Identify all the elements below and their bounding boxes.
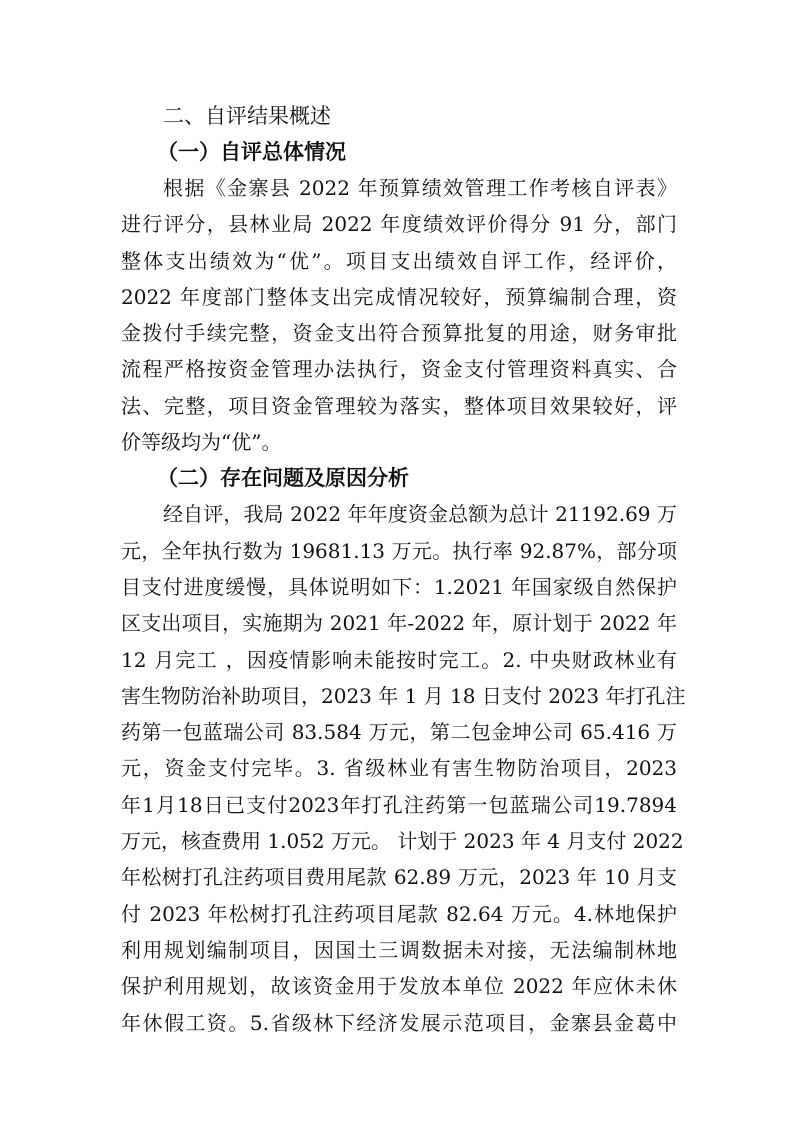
paragraph-line: 保护利用规划，故该资金用于发放本单位 2022 年应休未休 bbox=[121, 974, 677, 999]
paragraph-line: 法、完整，项目资金管理较为落实，整体项目效果较好，评 bbox=[121, 393, 677, 418]
paragraph-line: 12 月完工 ，因疫情影响未能按时完工。2. 中央财政林业有 bbox=[121, 647, 677, 672]
paragraph-line: 元，资金支付完毕。3. 省级林业有害生物防治项目，2023 bbox=[121, 756, 677, 781]
paragraph-overall bbox=[121, 170, 677, 460]
paragraph-line: 元，全年执行数为 19681.13 万元。执行率 92.87%，部分项 bbox=[121, 538, 677, 563]
subsection-heading-issues: （二）存在问题及原因分析 bbox=[157, 466, 409, 491]
paragraph-line: 年松树打孔注药项目费用尾款 62.89 万元，2023 年 10 月支 bbox=[121, 865, 677, 890]
paragraph-line: 根据《金寨县 2022 年预算绩效管理工作考核自评表》 bbox=[163, 176, 677, 200]
paragraph-line: 年1月18日已支付2023年打孔注药第一包蓝瑞公司19.7894 bbox=[121, 792, 677, 817]
section-heading: 二、自评结果概述 bbox=[163, 104, 331, 128]
paragraph-line: 整体支出绩效为“优”。项目支出绩效自评工作，经评价， bbox=[121, 248, 677, 273]
paragraph-line: 进行评分，县林业局 2022 年度绩效评价得分 91 分，部门 bbox=[121, 212, 677, 237]
paragraph-line: 付 2023 年松树打孔注药项目尾款 82.64 万元。4.林地保护 bbox=[121, 901, 677, 926]
paragraph-line: 2022 年度部门整体支出完成情况较好，预算编制合理，资 bbox=[121, 284, 677, 309]
paragraph-line: 流程严格按资金管理办法执行，资金支付管理资料真实、合 bbox=[121, 357, 677, 382]
paragraph-line: 金拨付手续完整，资金支出符合预算批复的用途，财务审批 bbox=[121, 321, 677, 346]
document-body bbox=[121, 98, 686, 1041]
paragraph-line: 经自评，我局 2022 年年度资金总额为总计 21192.69 万 bbox=[163, 502, 677, 527]
paragraph-issues bbox=[121, 496, 686, 1040]
paragraph-line: 目支付进度缓慢，具体说明如下：1.2021 年国家级自然保护 bbox=[121, 574, 677, 599]
subsection-heading-overall: （一）自评总体情况 bbox=[157, 140, 346, 164]
paragraph-line: 利用规划编制项目，因国土三调数据未对接，无法编制林地 bbox=[121, 937, 677, 962]
paragraph-line: 害生物防治补助项目，2023 年 1 月 18 日支付 2023 年打孔注 bbox=[121, 683, 686, 708]
paragraph-line: 万元，核查费用 1.052 万元。 计划于 2023 年 4 月支付 2022 bbox=[121, 829, 684, 854]
paragraph-line: 区支出项目，实施期为 2021 年-2022 年，原计划于 2022 年 bbox=[121, 611, 677, 636]
paragraph-line: 年休假工资。5.省级林下经济发展示范项目，金寨县金葛中 bbox=[121, 1010, 677, 1035]
paragraph-line: 药第一包蓝瑞公司 83.584 万元，第二包金坤公司 65.416 万 bbox=[121, 720, 677, 745]
paragraph-line: 价等级均为“优”。 bbox=[121, 430, 282, 455]
